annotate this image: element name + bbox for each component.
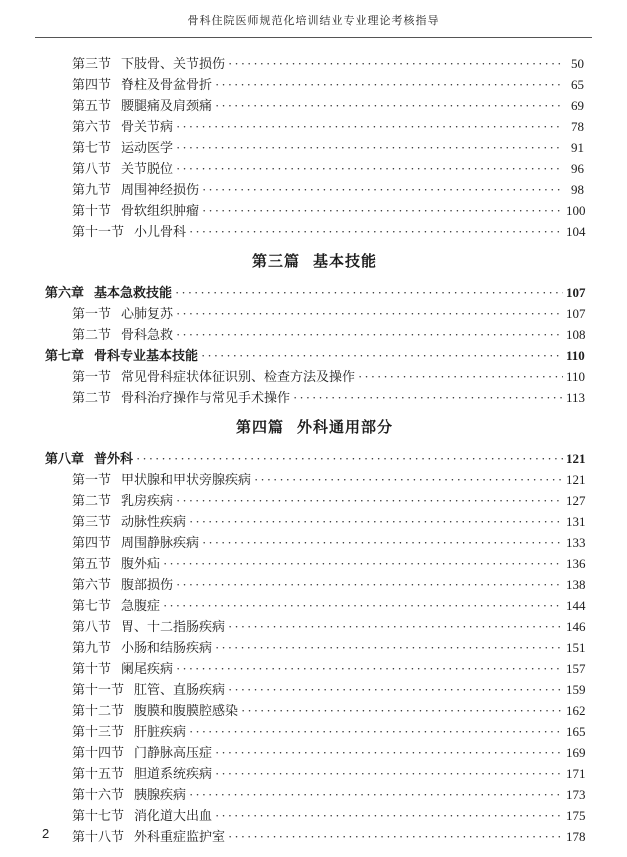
dotted-leader xyxy=(228,826,563,847)
toc-entry-title: 肛管、直肠疾病 xyxy=(134,682,226,697)
toc-entry-page: 65 xyxy=(571,77,584,92)
toc-entry xyxy=(45,805,584,826)
toc-entry-label: 第十七节 xyxy=(72,808,125,823)
toc-entry-page: 108 xyxy=(566,327,586,342)
toc-entry-page: 173 xyxy=(566,787,586,802)
toc-entry-label: 第十八节 xyxy=(72,829,125,844)
toc-entry-title: 胰腺疾病 xyxy=(134,787,187,802)
toc-entry-page: 151 xyxy=(566,640,586,655)
dotted-leader xyxy=(215,742,563,763)
dotted-leader xyxy=(228,53,563,74)
toc-entry-title: 骨科急救 xyxy=(121,327,174,342)
dotted-leader xyxy=(241,700,563,721)
toc-entry xyxy=(45,826,584,847)
toc-entry-label: 第十四节 xyxy=(72,745,125,760)
toc-entry-label: 第四节 xyxy=(72,535,112,550)
toc-entry-label: 第一节 xyxy=(72,306,112,321)
dotted-leader xyxy=(202,200,563,221)
running-header-title: 骨科住院医师规范化培训结业专业理论考核指导 xyxy=(35,12,592,38)
dotted-leader xyxy=(176,324,563,345)
toc-entry-label: 第九节 xyxy=(72,182,112,197)
toc-entry-title: 动脉性疾病 xyxy=(121,514,187,529)
toc-entry-label: 第二节 xyxy=(72,327,112,342)
toc-entry-title: 普外科 xyxy=(94,451,134,466)
toc-entry xyxy=(45,387,584,408)
toc-entry xyxy=(45,742,584,763)
toc-entry-title: 急腹症 xyxy=(121,598,161,613)
toc-entry-label: 第三节 xyxy=(72,56,112,71)
toc-entry-title: 脊柱及骨盆骨折 xyxy=(121,77,213,92)
toc-entry-label: 第一节 xyxy=(72,472,112,487)
toc-entry xyxy=(45,490,584,511)
dotted-leader xyxy=(136,448,563,469)
toc-entry-title: 小肠和结肠疾病 xyxy=(121,640,213,655)
toc-entry-title: 骨科治疗操作与常见手术操作 xyxy=(121,390,291,405)
toc-entry-label: 第十节 xyxy=(72,661,112,676)
toc-entry-label: 第九节 xyxy=(72,640,112,655)
dotted-leader xyxy=(176,658,563,679)
toc-entry-label: 第八节 xyxy=(72,619,112,634)
toc-entry-title: 腹外疝 xyxy=(121,556,161,571)
toc-entry-title: 骨科专业基本技能 xyxy=(94,348,199,363)
toc-entry-label: 第一节 xyxy=(72,369,112,384)
toc-entry xyxy=(45,303,584,324)
toc-entry xyxy=(45,158,584,179)
toc-entry-title: 关节脱位 xyxy=(121,161,174,176)
dotted-leader xyxy=(202,179,563,200)
toc-entry-label: 第六章 xyxy=(45,285,85,300)
toc-entry xyxy=(45,95,584,116)
toc-entry-page: 96 xyxy=(571,161,584,176)
dotted-leader xyxy=(176,137,563,158)
dotted-leader xyxy=(215,763,563,784)
dotted-leader xyxy=(228,616,563,637)
toc-list xyxy=(45,53,584,847)
dotted-leader xyxy=(163,553,563,574)
dotted-leader xyxy=(176,303,563,324)
toc-entry-page: 169 xyxy=(566,745,586,760)
toc-entry-page: 121 xyxy=(566,451,586,466)
toc-entry-page: 162 xyxy=(566,703,586,718)
toc-entry-title: 外科重症监护室 xyxy=(134,829,226,844)
toc-entry-page: 69 xyxy=(571,98,584,113)
toc-entry xyxy=(45,221,584,242)
toc-entry-page: 121 xyxy=(566,472,586,487)
dotted-leader xyxy=(215,74,563,95)
part-heading-label: 第三篇 xyxy=(251,254,300,270)
toc-entry xyxy=(45,345,584,366)
toc-entry-label: 第十一节 xyxy=(72,224,125,239)
toc-entry xyxy=(45,784,584,805)
dotted-leader xyxy=(176,116,563,137)
toc-entry-page: 91 xyxy=(571,140,584,155)
toc-entry-page: 133 xyxy=(566,535,586,550)
toc-entry-page: 136 xyxy=(566,556,586,571)
dotted-leader xyxy=(189,221,563,242)
toc-entry-page: 50 xyxy=(571,56,584,71)
toc-entry xyxy=(45,324,584,345)
toc-entry-title: 腰腿痛及肩颈痛 xyxy=(121,98,213,113)
toc-entry xyxy=(45,679,584,700)
toc-entry xyxy=(45,700,584,721)
toc-entry-page: 78 xyxy=(571,119,584,134)
toc-entry-label: 第六节 xyxy=(72,577,112,592)
toc-entry xyxy=(45,574,584,595)
dotted-leader xyxy=(228,679,563,700)
dotted-leader xyxy=(358,366,563,387)
toc-entry-label: 第七节 xyxy=(72,140,112,155)
dotted-leader xyxy=(201,345,563,366)
toc-entry-title: 胆道系统疾病 xyxy=(134,766,213,781)
toc-entry-page: 127 xyxy=(566,493,586,508)
dotted-leader xyxy=(215,805,563,826)
toc-entry-label: 第十三节 xyxy=(72,724,125,739)
page-number: 2 xyxy=(42,826,50,841)
dotted-leader xyxy=(175,282,563,303)
dotted-leader xyxy=(189,784,563,805)
toc-entry-title: 骨软组织肿瘤 xyxy=(121,203,200,218)
part-heading-title: 外科通用部分 xyxy=(297,420,394,436)
toc-entry-page: 110 xyxy=(566,348,585,363)
toc-entry-page: 107 xyxy=(566,306,586,321)
toc-entry xyxy=(45,74,584,95)
toc-entry-title: 下肢骨、关节损伤 xyxy=(121,56,226,71)
toc-entry-page: 113 xyxy=(566,390,586,405)
toc-entry-title: 骨关节病 xyxy=(121,119,174,134)
dotted-leader xyxy=(176,158,563,179)
toc-entry xyxy=(45,282,584,303)
toc-entry-page: 144 xyxy=(566,598,586,613)
toc-entry xyxy=(45,637,584,658)
toc-entry-title: 消化道大出血 xyxy=(134,808,213,823)
toc-entry xyxy=(45,553,584,574)
toc-entry-title: 肝脏疾病 xyxy=(134,724,187,739)
toc-entry-label: 第八章 xyxy=(45,451,85,466)
toc-entry xyxy=(45,763,584,784)
toc-entry-page: 100 xyxy=(566,203,586,218)
toc-entry-label: 第二节 xyxy=(72,493,112,508)
toc-entry-label: 第七节 xyxy=(72,598,112,613)
toc-entry xyxy=(45,200,584,221)
dotted-leader xyxy=(176,490,563,511)
toc-entry-title: 周围静脉疾病 xyxy=(121,535,200,550)
toc-entry-page: 165 xyxy=(566,724,586,739)
toc-entry xyxy=(45,469,584,490)
toc-entry-page: 171 xyxy=(566,766,586,781)
toc-entry-label: 第四节 xyxy=(72,77,112,92)
toc-entry-page: 98 xyxy=(571,182,584,197)
toc-entry-title: 腹部损伤 xyxy=(121,577,174,592)
toc-entry-label: 第十节 xyxy=(72,203,112,218)
part-heading-label: 第四篇 xyxy=(235,420,284,436)
toc-entry xyxy=(45,595,584,616)
toc-entry-page: 157 xyxy=(566,661,586,676)
toc-entry-page: 131 xyxy=(566,514,586,529)
toc-entry xyxy=(45,511,584,532)
toc-entry-page: 159 xyxy=(566,682,586,697)
dotted-leader xyxy=(293,387,563,408)
dotted-leader xyxy=(254,469,563,490)
toc-entry-page: 146 xyxy=(566,619,586,634)
toc-entry-title: 门静脉高压症 xyxy=(134,745,213,760)
toc-entry-title: 腹膜和腹膜腔感染 xyxy=(134,703,239,718)
dotted-leader xyxy=(215,637,563,658)
toc-entry-page: 178 xyxy=(566,829,586,844)
part-heading xyxy=(45,418,584,439)
toc-entry-label: 第五节 xyxy=(72,556,112,571)
toc-entry-title: 运动医学 xyxy=(121,140,174,155)
part-heading xyxy=(45,252,584,273)
toc-entry-page: 138 xyxy=(566,577,586,592)
toc-entry-page: 104 xyxy=(566,224,586,239)
toc-entry-title: 基本急救技能 xyxy=(94,285,173,300)
toc-entry-label: 第六节 xyxy=(72,119,112,134)
toc-entry xyxy=(45,721,584,742)
toc-entry-title: 小儿骨科 xyxy=(134,224,187,239)
toc-entry xyxy=(45,448,584,469)
toc-entry-title: 常见骨科症状体征识别、检查方法及操作 xyxy=(121,369,356,384)
toc-entry-label: 第二节 xyxy=(72,390,112,405)
toc-entry-label: 第十一节 xyxy=(72,682,125,697)
dotted-leader xyxy=(163,595,563,616)
toc-entry xyxy=(45,116,584,137)
dotted-leader xyxy=(202,532,563,553)
toc-entry-title: 甲状腺和甲状旁腺疾病 xyxy=(121,472,252,487)
toc-entry-title: 心肺复苏 xyxy=(121,306,174,321)
toc-entry-label: 第七章 xyxy=(45,348,85,363)
toc-entry xyxy=(45,137,584,158)
toc-entry xyxy=(45,658,584,679)
toc-entry-label: 第十六节 xyxy=(72,787,125,802)
toc-entry xyxy=(45,179,584,200)
toc-entry xyxy=(45,53,584,74)
toc-entry-page: 175 xyxy=(566,808,586,823)
part-heading-title: 基本技能 xyxy=(313,254,378,270)
dotted-leader xyxy=(176,574,563,595)
toc-entry xyxy=(45,616,584,637)
toc-entry-title: 胃、十二指肠疾病 xyxy=(121,619,226,634)
toc-entry-label: 第十五节 xyxy=(72,766,125,781)
toc-entry-label: 第五节 xyxy=(72,98,112,113)
toc-entry-title: 乳房疾病 xyxy=(121,493,174,508)
toc-entry-label: 第十二节 xyxy=(72,703,125,718)
toc-entry xyxy=(45,532,584,553)
toc-entry-label: 第八节 xyxy=(72,161,112,176)
toc-entry-page: 110 xyxy=(566,369,586,384)
toc-entry-label: 第三节 xyxy=(72,514,112,529)
dotted-leader xyxy=(189,721,563,742)
toc-entry-title: 周围神经损伤 xyxy=(121,182,200,197)
dotted-leader xyxy=(215,95,563,116)
toc-entry-page: 107 xyxy=(566,285,586,300)
toc-entry xyxy=(45,366,584,387)
toc-entry-title: 阑尾疾病 xyxy=(121,661,174,676)
dotted-leader xyxy=(189,511,563,532)
